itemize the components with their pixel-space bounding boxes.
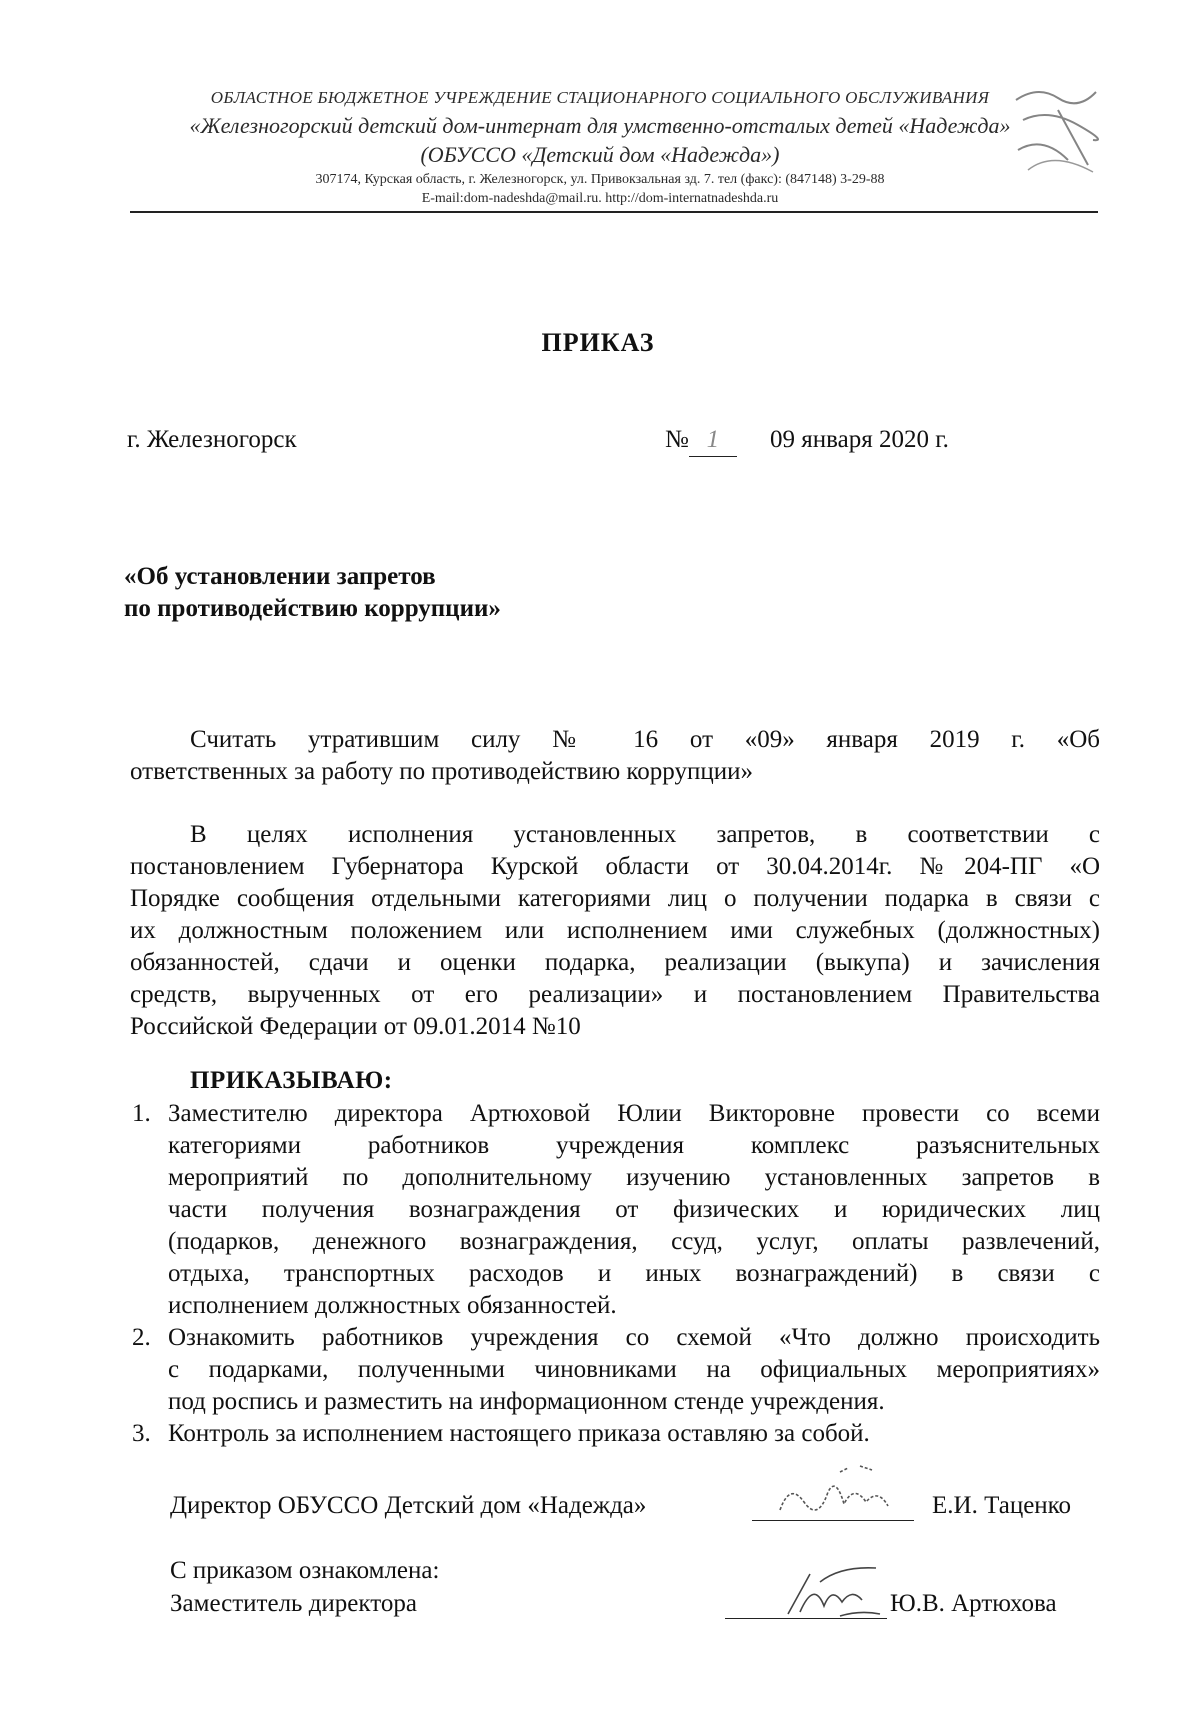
letterhead-org-type: ОБЛАСТНОЕ БЮДЖЕТНОЕ УЧРЕЖДЕНИЕ СТАЦИОНАРНОГО СОЦИАЛЬНОГО ОБСЛУЖИВАНИЯ — [210, 88, 990, 107]
item-1-line: мероприятий по дополнительному изучению установленных запретов в — [168, 1164, 1100, 1191]
letterhead-divider — [130, 211, 1098, 213]
order-number-field — [665, 424, 737, 457]
subject-line-2: по противодействию коррупции» — [124, 595, 501, 622]
order-date: 09 января 2020 г. — [770, 426, 949, 453]
paragraph-2-line: Порядке сообщения отдельными категориями лиц о получении подарка в связи с — [130, 885, 1100, 912]
item-1-line: отдыха, транспортных расходов и иных вознаграждений) в связи с — [168, 1260, 1100, 1287]
item-3-number: 3. — [132, 1420, 151, 1447]
paragraph-2-line: средств, вырученных от его реализации» и постановлением Правительства — [130, 981, 1100, 1008]
deputy-position: Заместитель директора — [170, 1590, 417, 1617]
subject-line-1: «Об установлении запретов — [124, 563, 436, 590]
number-label: № — [665, 426, 689, 453]
deputy-signature — [780, 1562, 890, 1624]
acknowledgment-label: С приказом ознакомлена: — [170, 1557, 440, 1584]
item-2-line: с подарками, полученными чиновниками на официальных мероприятиях» — [168, 1356, 1100, 1383]
letterhead-org-name: «Железногорский детский дом-интернат для умственно-отсталых детей «Надежда» — [189, 113, 1011, 138]
city: г. Железногорск — [127, 426, 297, 453]
letterhead-short-name: (ОБУССО «Детский дом «Надежда») — [420, 142, 780, 167]
item-1-line: исполнением должностных обязанностей. — [168, 1292, 617, 1319]
seal-stamp — [1008, 80, 1100, 180]
paragraph-2-line: их должностным положением или исполнением ими служебных (должностных) — [130, 917, 1100, 944]
deputy-name: Ю.В. Артюхова — [890, 1590, 1057, 1617]
paragraph-2-line: Российской Федерации от 09.01.2014 №10 — [130, 1013, 581, 1040]
director-position: Директор ОБУССО Детский дом «Надежда» — [170, 1492, 647, 1519]
item-1-number: 1. — [132, 1100, 151, 1127]
order-word: ПРИКАЗЫВАЮ: — [190, 1067, 393, 1094]
paragraph-1-line-1: Считать утратившим силу № 16 от «09» января 2019 г. «Об — [190, 726, 1100, 753]
item-1-line: (подарков, денежного вознаграждения, ссуд, услуг, оплаты развлечений, — [168, 1228, 1100, 1255]
item-2-line: под роспись и разместить на информационном стенде учреждения. — [168, 1388, 885, 1415]
item-2-line: Ознакомить работников учреждения со схемой «Что должно происходить — [168, 1324, 1100, 1351]
letterhead-address: 307174, Курская область, г. Железногорск, ул. Привокзальная зд. 7. тел (факс): (847148) 3-29-88 — [315, 172, 885, 187]
director-name: Е.И. Таценко — [932, 1492, 1072, 1519]
paragraph-1-line-2: ответственных за работу по противодействию коррупции» — [130, 758, 753, 785]
paragraph-2-line: В целях исполнения установленных запретов, в соответствии с — [190, 821, 1100, 848]
item-1-line: части получения вознаграждения от физических и юридических лиц — [168, 1196, 1100, 1223]
document-title: ПРИКАЗ — [541, 328, 655, 357]
item-1-line: категориями работников учреждения комплекс разъяснительных — [168, 1132, 1100, 1159]
item-1-line: Заместителю директора Артюховой Юлии Викторовне провести со всеми — [168, 1100, 1100, 1127]
letterhead-contacts: E-mail:dom-nadeshda@mail.ru. http://dom-internatnadeshda.ru — [421, 191, 779, 206]
director-signature — [770, 1462, 910, 1524]
paragraph-2-line: обязанностей, сдачи и оценки подарка, реализации (выкупа) и зачисления — [130, 949, 1100, 976]
item-3-line: Контроль за исполнением настоящего приказа оставляю за собой. — [168, 1420, 870, 1447]
paragraph-2-line: постановлением Губернатора Курской области от 30.04.2014г. №204-ПГ «О — [130, 853, 1100, 880]
item-2-number: 2. — [132, 1324, 151, 1351]
order-number: 1 — [689, 424, 737, 457]
